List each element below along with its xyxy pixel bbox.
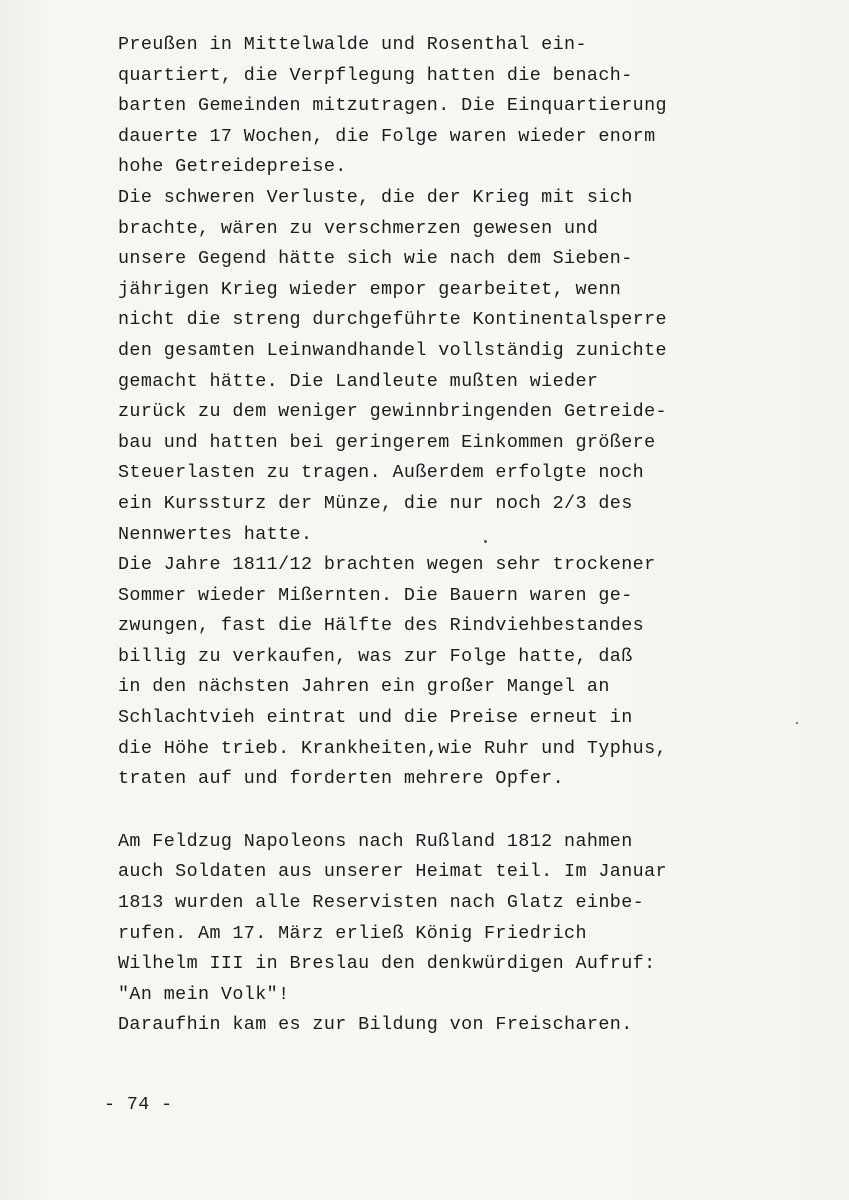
text-line: dauerte 17 Wochen, die Folge waren wieder enorm <box>118 125 656 147</box>
text-line: unsere Gegend hätte sich wie nach dem Sieben- <box>118 248 633 270</box>
text-line: auch Soldaten aus unserer Heimat teil. Im Januar <box>118 861 667 883</box>
text-line: Schlachtvieh eintrat und die Preise erneut in <box>118 707 633 729</box>
text-line: barten Gemeinden mitzutragen. Die Einquartierung <box>118 95 667 117</box>
text-line: gemacht hätte. Die Landleute mußten wieder <box>118 370 599 392</box>
paragraph-2 <box>118 183 758 550</box>
text-line: jährigen Krieg wieder empor gearbeitet, wenn <box>118 278 622 300</box>
paper-speck <box>796 722 798 724</box>
text-line: zurück zu dem weniger gewinnbringenden Getreide- <box>118 401 667 423</box>
body-text <box>118 30 758 1041</box>
text-line: in den nächsten Jahren ein großer Mangel an <box>118 676 610 698</box>
text-line: Steuerlasten zu tragen. Außerdem erfolgte noch <box>118 462 645 484</box>
text-line: Die Jahre 1811/12 brachten wegen sehr trockener <box>118 554 656 576</box>
page-number: - 74 - <box>104 1094 173 1115</box>
text-line: Die schweren Verluste, die der Krieg mit sich <box>118 186 633 208</box>
text-line: 1813 wurden alle Reservisten nach Glatz einbe- <box>118 892 645 914</box>
text-line: Nennwertes hatte. <box>118 523 313 545</box>
text-line: nicht die streng durchgeführte Kontinentalsperre <box>118 309 667 331</box>
text-line: bau und hatten bei geringerem Einkommen größere <box>118 431 656 453</box>
text-line: Preußen in Mittelwalde und Rosenthal ein- <box>118 34 587 55</box>
text-line: Wilhelm III in Breslau den denkwürdigen Aufruf: <box>118 953 656 975</box>
text-line: ein Kurssturz der Münze, die nur noch 2/3 des <box>118 492 633 514</box>
text-line: den gesamten Leinwandhandel vollständig zunichte <box>118 339 667 361</box>
text-line: traten auf und forderten mehrere Opfer. <box>118 768 565 790</box>
text-line: "An mein Volk"! <box>118 983 290 1005</box>
text-line: Daraufhin kam es zur Bildung von Freischaren. <box>118 1014 633 1036</box>
paragraph-spacer <box>118 795 758 827</box>
text-line: die Höhe trieb. Krankheiten,wie Ruhr und Typhus, <box>118 737 667 759</box>
paragraph-4 <box>118 827 758 1041</box>
paragraph-3 <box>118 550 758 795</box>
text-line: zwungen, fast die Hälfte des Rindviehbestandes <box>118 615 645 637</box>
text-line: rufen. Am 17. März erließ König Friedrich <box>118 922 587 944</box>
text-line: Sommer wieder Mißernten. Die Bauern waren ge- <box>118 584 633 606</box>
text-line: Am Feldzug Napoleons nach Rußland 1812 nahmen <box>118 830 633 852</box>
text-line: billig zu verkaufen, was zur Folge hatte, daß <box>118 645 633 667</box>
text-line: brachte, wären zu verschmerzen gewesen und <box>118 217 599 239</box>
paragraph-1 <box>118 30 758 183</box>
text-line: hohe Getreidepreise. <box>118 156 347 178</box>
paper-speck <box>484 540 487 543</box>
text-line: quartiert, die Verpflegung hatten die benach- <box>118 64 633 86</box>
